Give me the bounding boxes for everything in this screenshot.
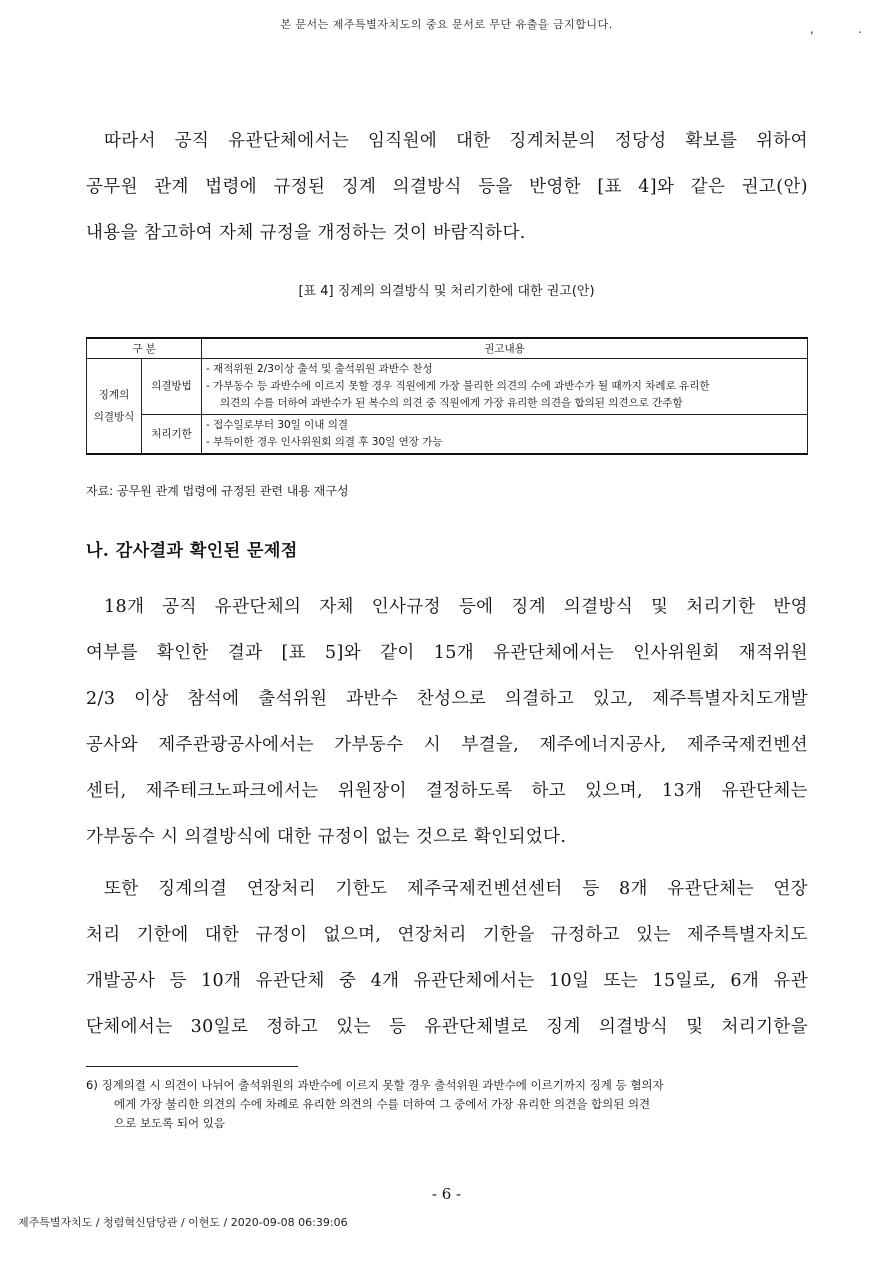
footnote (86, 1076, 808, 1133)
paragraph-line: 18개 공직 유관단체의 자체 인사규정 등에 징계 의결방식 및 처리기한 반영 (104, 597, 808, 617)
paragraph-line: 센터, 제주테크노파크에서는 위원장이 결정하도록 하고 있으며, 13개 유관단체는 (86, 781, 808, 801)
confidentiality-notice: 본 문서는 제주특별자치도의 중요 문서로 무단 유출을 금지합니다. (280, 18, 613, 31)
row-content-method (202, 358, 808, 414)
paragraph-line: 또한 징계의결 연장처리 기한도 제주국제컨벤션센터 등 8개 유관단체는 연장 (104, 879, 808, 899)
paragraph-line: 공사와 제주관광공사에서는 가부동수 시 부결을, 제주에너지공사, 제주국제컨벤션 (86, 735, 808, 755)
recommendation-table (86, 337, 808, 455)
paragraph-line: 여부를 확인한 결과 [표 5]와 같이 15개 유관단체에서는 인사위원회 재적위원 (86, 643, 808, 663)
row-label-deadline: 처리기한 (142, 414, 202, 454)
paragraph-line: 가부동수 시 의결방식에 대한 규정이 없는 것으로 확인되었다. (86, 827, 567, 847)
scan-mark: . (858, 22, 862, 36)
row-label-method: 의결방법 (142, 358, 202, 414)
paragraph-line: 내용을 참고하여 자체 규정을 개정하는 것이 바람직하다. (86, 223, 526, 243)
table-caption: [표 4] 징계의 의결방식 및 처리기한에 대한 권고(안) (298, 284, 595, 299)
paragraph-line: 개발공사 등 10개 유관단체 중 4개 유관단체에서는 10일 또는 15일로, 6개 유관 (86, 971, 808, 991)
body-paragraph-2 (86, 866, 808, 1050)
paragraph-line: 처리 기한에 대한 규정이 없으며, 연장처리 기한을 규정하고 있는 제주특별자치도 (86, 925, 808, 945)
row-content-deadline (202, 414, 808, 454)
header-category: 구 분 (87, 338, 202, 358)
footer-metadata: 제주특별자치도 / 청렴혁신담당관 / 이현도 / 2020-09-08 06:39:06 (18, 1216, 348, 1229)
footnote-line: 으로 보도록 되어 있음 (114, 1116, 225, 1130)
scan-mark: , (810, 22, 814, 36)
header-content: 권고내용 (202, 338, 808, 358)
page-number: - 6 - (431, 1185, 462, 1203)
group-label: 징계의 의결방식 (87, 358, 142, 454)
footnote-line: 6) 징계의결 시 의견이 나뉘어 출석위원의 과반수에 이르지 못할 경우 출석위원 과반수에 이르기까지 징계 등 혐의자 (86, 1078, 664, 1092)
body-paragraph-1 (86, 584, 808, 860)
section-title: 나. 감사결과 확인된 문제점 (86, 541, 298, 561)
content-item: - 재적위원 2/3이상 출석 및 출석위원 과반수 찬성 (206, 362, 433, 375)
content-item: - 가부동수 등 과반수에 이르지 못할 경우 직원에게 가장 불리한 의견의 수에 과반수가 될 때까지 차례로 유리한 (206, 379, 710, 392)
paragraph-line: 2/3 이상 참석에 출석위원 과반수 찬성으로 의결하고 있고, 제주특별자치도개발 (86, 689, 808, 709)
paragraph-line: 단체에서는 30일로 정하고 있는 등 유관단체별로 징계 의결방식 및 처리기한을 (86, 1017, 808, 1037)
paragraph-line: 따라서 공직 유관단체에서는 임직원에 대한 징계처분의 정당성 확보를 위하여 (104, 131, 808, 151)
paragraph-line: 공무원 관계 법령에 규정된 징계 의결방식 등을 반영한 [표 4]와 같은 권고(안) (86, 177, 808, 197)
table-source: 자료: 공무원 관계 법령에 규정된 관련 내용 재구성 (86, 484, 349, 498)
footnote-divider (86, 1066, 298, 1067)
content-item-continuation: 의견의 수를 더하여 과반수가 된 복수의 의견 중 직원에게 가장 유리한 의견을 합의된 의견으로 간주함 (220, 396, 683, 409)
footnote-line: 에게 가장 불리한 의견의 수에 차례로 유리한 의견의 수를 더하여 그 중에서 가장 유리한 의견을 합의된 의견 (114, 1097, 651, 1111)
content-item: - 부득이한 경우 인사위원회 의결 후 30일 연장 가능 (206, 435, 443, 448)
intro-paragraph (86, 118, 808, 256)
content-item: - 접수일로부터 30일 이내 의결 (206, 418, 349, 431)
